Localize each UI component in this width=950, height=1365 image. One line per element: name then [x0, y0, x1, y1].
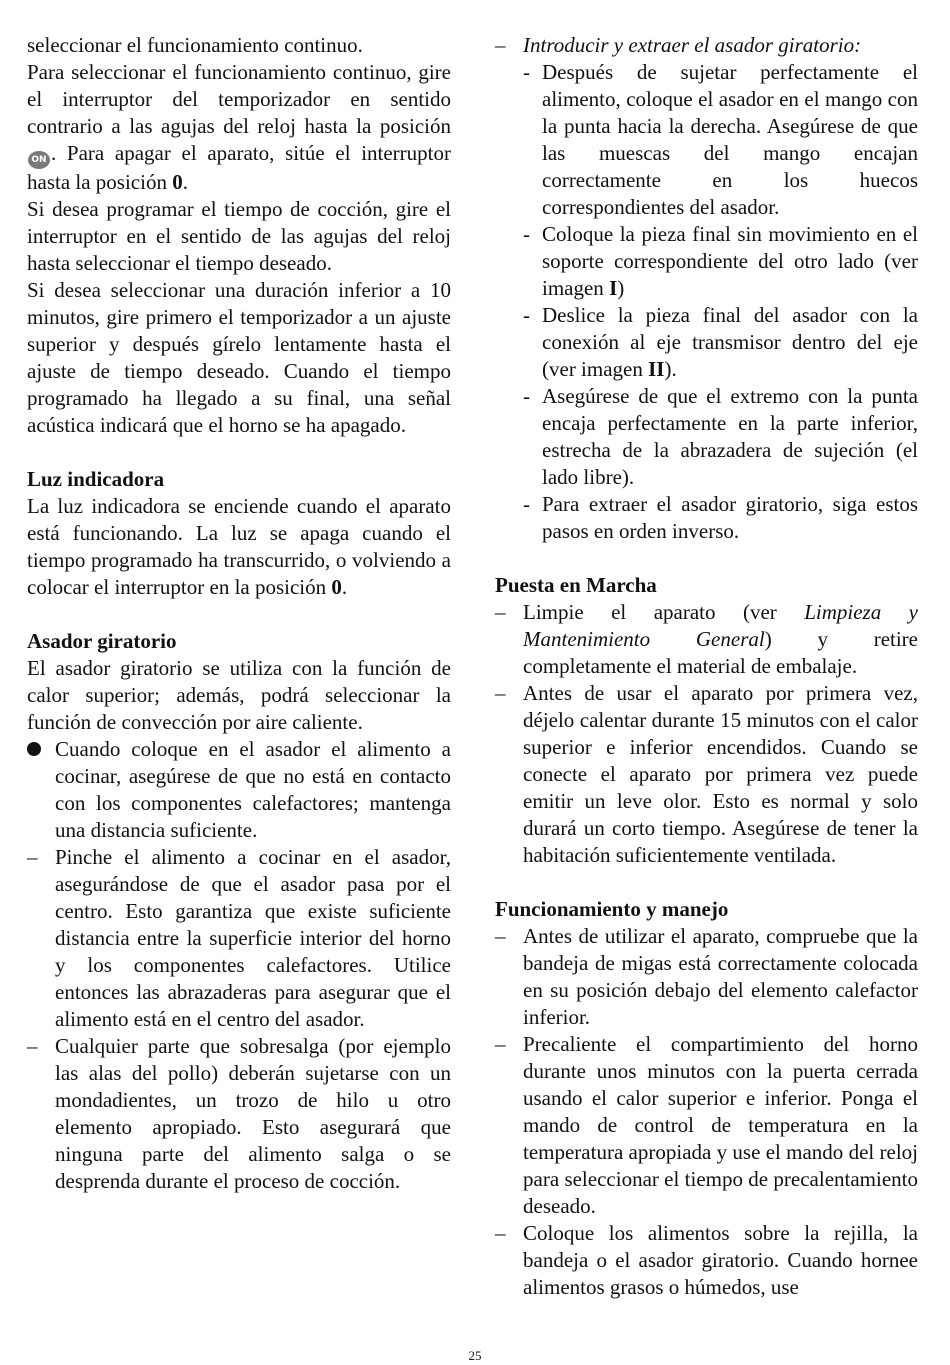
- paragraph-duracion: Si desea seleccionar una duración inferior a 10 minutos, gire primero el temporizador a un ajuste superior y después gírelo lentamente hasta el ajuste de tiempo deseado. Cuando el tiempo programado ha llegado a su final, una señal acústica indicará que el horno se ha apagado.: [27, 278, 451, 437]
- list-item: [27, 736, 451, 844]
- sub-item-text: Para extraer el asador giratorio, siga estos pasos en orden inverso.: [542, 492, 918, 543]
- text: ).: [664, 357, 677, 381]
- list-item-text: Pinche el alimento a cocinar en el asador, asegurándose de que el asador pasa por el centro. Esto garantiza que existe suficiente distancia entre la superficie interior del horno y los componentes calefactores. Utilice entonces las abrazaderas para asegurar que el alimento está en el centro del asador.: [55, 845, 451, 1031]
- sub-item-text: Después de sujetar perfectamente el alimento, coloque el asador en el mango con la punta hacia la derecha. Asegúrese de que las muescas del mango encajan correctamente en los huecos correspondientes del asador.: [542, 60, 918, 219]
- cross-reference: Limpieza y Mantenimiento General: [523, 600, 918, 651]
- dash-marker: –: [27, 1034, 38, 1058]
- on-position-icon: ON: [28, 151, 50, 169]
- text: ): [617, 276, 625, 300]
- paragraph-asador: El asador giratorio se utiliza con la función de calor superior; además, podrá seleccionar la función de convección por aire caliente.: [27, 656, 451, 734]
- paragraph-luz: [27, 493, 451, 601]
- list-item: [495, 599, 918, 680]
- paragraph-continuo: [27, 59, 451, 196]
- sub-list-item: [495, 383, 918, 491]
- list-item-text: Antes de utilizar el aparato, compruebe que la bandeja de migas está correctamente colocada en su posición debajo del elemento calefactor inferior.: [523, 924, 918, 1029]
- position-zero: 0: [172, 170, 183, 194]
- list-item-text: Cualquier parte que sobresalga (por ejemplo las alas del pollo) deberán sujetarse con un mondadientes, un trozo de hilo u otro elemento apropiado. Esto asegurará que ninguna parte del alimento salga o se desprenda durante el proceso de cocción.: [55, 1034, 451, 1193]
- dash-marker: –: [27, 845, 38, 869]
- sub-item-text: Coloque la pieza final sin movimiento en el soporte correspondiente del otro lado (ver imagen: [542, 222, 918, 300]
- dash-marker: –: [495, 33, 506, 57]
- sub-list-item: [495, 221, 918, 302]
- text: La luz indicadora se enciende cuando el aparato está funcionando. La luz se apaga cuando el tiempo programado ha transcurrido, o volviendo a colocar el interruptor en la posición: [27, 494, 451, 599]
- dash-marker: –: [495, 1032, 506, 1056]
- sub-item-text: Deslice la pieza final del asador con la conexión al eje transmisor dentro del eje (ver imagen: [542, 303, 918, 381]
- paragraph-programar: Si desea programar el tiempo de cocción, gire el interruptor en el sentido de las agujas del reloj hasta seleccionar el tiempo deseado.: [27, 197, 451, 275]
- list-item-text: Precaliente el compartimiento del horno durante unos minutos con la puerta cerrada usando el calor superior e inferior. Ponga el mando de control de temperatura en la temperatura apropiada y use el mando del reloj para seleccionar el tiempo de precalentamiento deseado.: [523, 1032, 918, 1218]
- image-ref: I: [609, 276, 618, 300]
- right-column: [495, 32, 918, 1301]
- sub-item-text: Asegúrese de que el extremo con la punta encaja perfectamente en la parte inferior, estrecha de la abrazadera de sujeción (el lado libre).: [542, 384, 918, 489]
- position-zero: 0: [331, 575, 342, 599]
- heading-puesta-en-marcha: Puesta en Marcha: [495, 573, 657, 597]
- sub-list-item: [495, 59, 918, 221]
- sub-dash-marker: -: [523, 222, 530, 246]
- image-ref: II: [648, 357, 665, 381]
- left-column: [27, 32, 451, 1195]
- bullet-dot-icon: [27, 742, 41, 756]
- list-item: [495, 680, 918, 869]
- text: .: [341, 575, 348, 599]
- text: .: [182, 170, 188, 194]
- paragraph-continuo-end: seleccionar el funcionamiento continuo.: [27, 33, 363, 57]
- list-item: [495, 1031, 918, 1220]
- text: Para seleccionar el funcionamiento continuo, gire el interruptor del temporizador en sentido contrario a las agujas del reloj hasta la posición: [27, 60, 451, 138]
- sub-dash-marker: -: [523, 492, 530, 516]
- intro-title: Introducir y extraer el asador giratorio:: [523, 33, 862, 57]
- dash-marker: –: [495, 600, 506, 624]
- sub-dash-marker: -: [523, 303, 530, 327]
- list-item-intro: [495, 32, 918, 59]
- sub-dash-marker: -: [523, 60, 530, 84]
- text: . Para apagar el aparato, sitúe el interruptor hasta la posición: [27, 141, 451, 194]
- heading-funcionamiento: Funcionamiento y manejo: [495, 897, 729, 921]
- heading-luz-indicadora: Luz indicadora: [27, 467, 165, 491]
- list-item-text: Coloque los alimentos sobre la rejilla, la bandeja o el asador giratorio. Cuando hornee alimentos grasos o húmedos, use: [523, 1221, 918, 1299]
- dash-marker: –: [495, 924, 506, 948]
- heading-asador-giratorio: Asador giratorio: [27, 629, 177, 653]
- list-item: [495, 1220, 918, 1301]
- dash-marker: –: [495, 1221, 506, 1245]
- page-number: 25: [468, 1348, 482, 1363]
- list-item-text: Cuando coloque en el asador el alimento a cocinar, asegúrese de que no está en contacto con los componentes calefactores; mantenga una distancia suficiente.: [55, 737, 451, 842]
- list-item: [27, 1033, 451, 1195]
- sub-list-item: [495, 302, 918, 383]
- list-item-text: Antes de usar el aparato por primera vez, déjelo calentar durante 15 minutos con el calor superior e inferior encendidos. Cuando se conecte el aparato por primera vez puede emitir un leve olor. Esto es normal y solo durará un corto tiempo. Asegúrese de tener la habitación suficientemente ventilada.: [523, 681, 918, 867]
- sub-list-item: [495, 491, 918, 545]
- text: ) y retire completamente el material de embalaje.: [523, 627, 918, 678]
- list-item: [495, 923, 918, 1031]
- text: Limpie el aparato (ver: [523, 600, 805, 624]
- sub-dash-marker: -: [523, 384, 530, 408]
- list-item: [27, 844, 451, 1033]
- dash-marker: –: [495, 681, 506, 705]
